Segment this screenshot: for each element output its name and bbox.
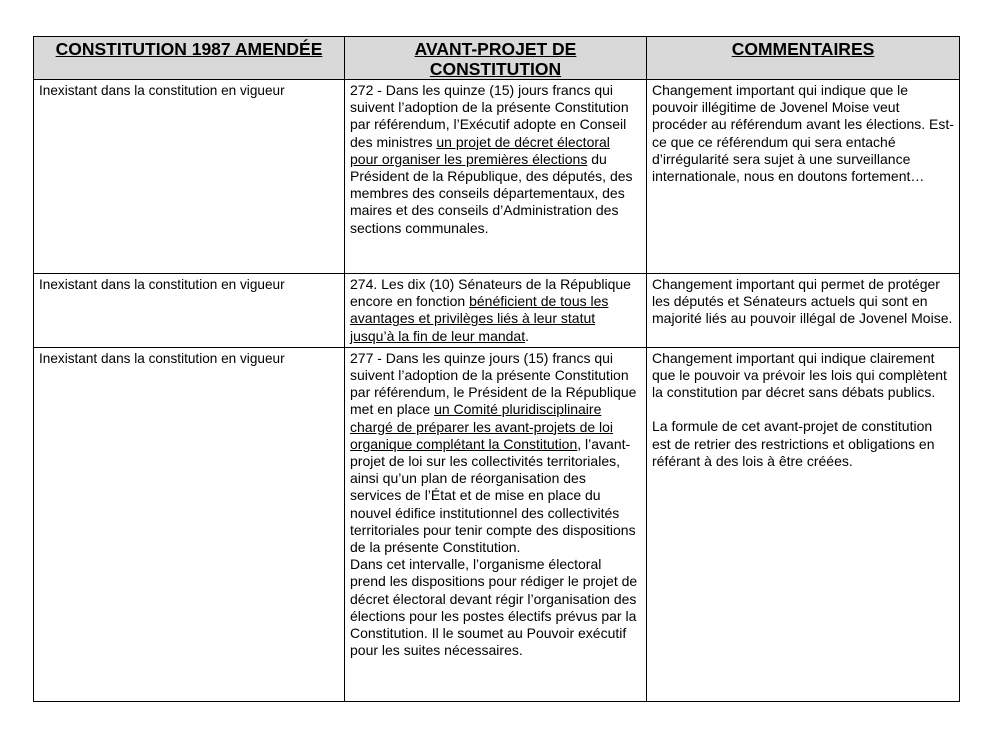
header-row: [34, 37, 960, 80]
article-277-underlined: un Comité pluridisciplinaire chargé de préparer les avant-projets de loi organique complétant la Constitution: [350, 401, 614, 452]
article-277-paragraph-2: Dans cet intervalle, l’organisme électoral prend les dispositions pour rédiger le projet de décret électoral devant régir l’organisation des élections pour les postes électifs prévus par la Constitution. Il le soumet au Pouvoir exécutif pour les suites nécessaires.: [350, 556, 638, 659]
row2-constitution-cell: Inexistant dans la constitution en vigueur: [34, 274, 345, 348]
row1-avant-projet-cell: [345, 80, 647, 274]
row3-commentaire-cell: [647, 347, 960, 701]
table-row: [34, 347, 960, 701]
row2-commentaire-cell: Changement important qui permet de protéger les députés et Sénateurs actuels qui sont en majorité liés au pouvoir illégal de Jovenel Moise.: [647, 274, 960, 348]
commentaire-paragraph-1: Changement important qui indique clairement que le pouvoir va prévoir les lois qui complètent la constitution par décret sans débats publics.: [652, 349, 947, 401]
comparison-table: [33, 36, 960, 702]
row3-avant-projet-cell: [345, 347, 647, 701]
article-272-text: 272 - Dans les quinze (15) jours francs qui suivent l’adoption de la présente Constitution par référendum, l’Exécutif adopte en Conseil des ministres: [350, 82, 629, 150]
article-274-text: 274. Les dix (10) Sénateurs de la République encore en fonction: [350, 276, 631, 310]
row2-avant-projet-cell: [345, 274, 647, 348]
article-277-text-cont: , l’avant-projet de loi sur les collectivités territoriales, ainsi qu’un plan de réorganisation des services de l’État et de mise en place du nouvel édifice institutionnel des collectivités territoriales pour tenir compte des dispositions de la présente Constitution.: [350, 435, 636, 556]
header-commentaires: COMMENTAIRES: [647, 37, 960, 80]
table-row: [34, 80, 960, 274]
row3-constitution-cell: Inexistant dans la constitution en vigueur: [34, 347, 345, 701]
article-274-underlined: bénéficient de tous les avantages et privilèges liés à leur statut jusqu’à la fin de leur mandat: [350, 293, 609, 344]
table-row: [34, 274, 960, 348]
row1-commentaire-cell: Changement important qui indique que le pouvoir illégitime de Jovenel Moise veut procéder au référendum avant les élections. Est-ce que ce référendum qui sera entaché d’irrégularité sera sujet à une surveillance internationale, nous en doutons fortement…: [647, 80, 960, 274]
commentaire-paragraph-2: La formule de cet avant-projet de constitution est de retrier des restrictions et obligations en référant à des lois à être créées.: [652, 418, 935, 469]
header-avant-projet: AVANT-PROJET DE CONSTITUTION: [345, 37, 647, 80]
article-272-underlined: un projet de décret électoral pour organiser les premières élections: [350, 133, 610, 167]
article-274-text-end: .: [525, 327, 529, 344]
article-272-text-end: du Président de la République, des députés, des membres des conseils départementaux, des maires et des conseils d’Administration des sections communales.: [350, 150, 633, 236]
article-277-text: 277 - Dans les quinze jours (15) francs qui suivent l’adoption de la présente Constitution par référendum, le Président de la République met en place: [350, 349, 637, 418]
header-constitution-1987: CONSTITUTION 1987 AMENDÉE: [34, 37, 345, 80]
row1-constitution-cell: Inexistant dans la constitution en vigueur: [34, 80, 345, 274]
article-277-paragraph: [350, 350, 641, 556]
